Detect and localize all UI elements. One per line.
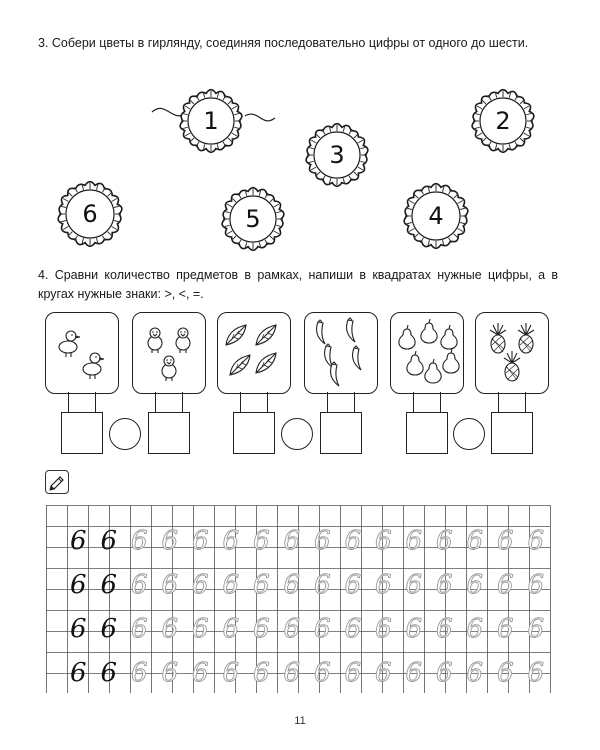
- chick-icon: [148, 328, 162, 353]
- traced-digit: 6: [222, 526, 240, 556]
- pineapple-icon: [504, 351, 520, 381]
- traced-digit: 6: [253, 614, 270, 644]
- picture-frame: [132, 312, 206, 394]
- leaf-icon: [230, 355, 250, 375]
- answer-box[interactable]: [61, 412, 103, 454]
- traced-digit: 6: [283, 658, 301, 688]
- sample-digit: 6: [100, 658, 118, 688]
- traced-digit: 6: [466, 614, 484, 644]
- traced-digit: 6: [405, 614, 423, 644]
- traced-digit: 6: [314, 614, 331, 644]
- traced-digit: 6: [497, 570, 514, 600]
- sample-digit: 6: [70, 570, 87, 600]
- answer-box[interactable]: [320, 412, 362, 454]
- duckling-icon: [83, 353, 104, 379]
- traced-digit: 6: [436, 526, 453, 556]
- traced-digit: 6: [192, 570, 209, 600]
- traced-digit: 6: [466, 570, 484, 600]
- traced-digit: 6: [375, 614, 392, 644]
- traced-digit: 6: [527, 570, 545, 600]
- traced-digit: 6: [344, 526, 362, 556]
- comparison-circle[interactable]: [453, 418, 485, 450]
- traced-digit: 6: [253, 658, 270, 688]
- picture-frame: [304, 312, 378, 394]
- picture-frame: [217, 312, 291, 394]
- traced-digit: 6: [497, 526, 514, 556]
- sample-digit: 6: [70, 526, 87, 556]
- traced-digit: 6: [344, 658, 362, 688]
- sample-digit: 6: [100, 526, 118, 556]
- answer-box[interactable]: [148, 412, 190, 454]
- traced-digit: 6: [222, 658, 240, 688]
- sample-digit: 6: [100, 614, 118, 644]
- pear-icon: [421, 319, 437, 343]
- chick-icon: [162, 356, 176, 381]
- flower-1: [174, 84, 248, 158]
- traced-digit: 6: [131, 526, 148, 556]
- traced-digit: 6: [283, 614, 301, 644]
- traced-digit: 6: [497, 614, 514, 644]
- traced-digit: 6: [375, 570, 392, 600]
- flower-3: [300, 118, 374, 192]
- traced-digit: 6: [222, 570, 240, 600]
- traced-digit: 6: [466, 526, 484, 556]
- traced-digit: 6: [436, 658, 453, 688]
- traced-digit: 6: [466, 658, 484, 688]
- traced-digit: 6: [131, 658, 148, 688]
- traced-digit: 6: [192, 658, 209, 688]
- flower-number: 5: [245, 205, 261, 233]
- pear-icon: [407, 351, 423, 375]
- banana-icon: [331, 362, 339, 386]
- traced-digit: 6: [283, 570, 301, 600]
- flower-6: [52, 176, 128, 252]
- traced-digit: 6: [436, 570, 453, 600]
- frame-connector: [155, 392, 183, 414]
- traced-digit: 6: [131, 614, 148, 644]
- flower-number: 3: [329, 141, 345, 169]
- pear-icon: [441, 325, 457, 349]
- traced-digit: 6: [527, 658, 545, 688]
- traced-digit: 6: [161, 570, 179, 600]
- banana-icon: [317, 320, 325, 344]
- task-4-instruction: 4. Сравни количество предметов в рамках, напиши в квадратах нужные цифры, а в кругах нужные знаки: >, <, =.: [38, 268, 558, 301]
- frame-connector: [413, 392, 441, 414]
- flower-2: [466, 84, 540, 158]
- picture-frame: [45, 312, 119, 394]
- pear-icon: [443, 349, 459, 373]
- traced-digit: 6: [527, 526, 545, 556]
- flower-5: [216, 182, 290, 256]
- traced-digit: 6: [527, 614, 545, 644]
- frame-connector: [68, 392, 96, 414]
- pineapple-icon: [518, 323, 534, 353]
- answer-box[interactable]: [233, 412, 275, 454]
- traced-digit: 6: [222, 614, 240, 644]
- flower-number: 6: [82, 200, 98, 228]
- traced-digit: 6: [436, 614, 453, 644]
- pineapple-icon: [490, 323, 506, 353]
- frame-connector: [498, 392, 526, 414]
- traced-digit: 6: [161, 614, 179, 644]
- flower-4: [398, 178, 474, 254]
- task-3-instruction: 3. Собери цветы в гирлянду, соединяя последовательно цифры от одного до шести.: [38, 36, 529, 50]
- pencil-icon: [45, 470, 69, 494]
- sample-digit: 6: [70, 658, 87, 688]
- comparison-circle[interactable]: [109, 418, 141, 450]
- traced-digit: 6: [405, 570, 423, 600]
- answer-box[interactable]: [406, 412, 448, 454]
- sample-digit: 6: [100, 570, 118, 600]
- traced-digit: 6: [497, 658, 514, 688]
- traced-digit: 6: [375, 658, 392, 688]
- pear-icon: [425, 359, 441, 383]
- traced-digit: 6: [253, 526, 270, 556]
- traced-digit: 6: [344, 614, 362, 644]
- traced-digit: 6: [283, 526, 301, 556]
- traced-digit: 6: [314, 570, 331, 600]
- leaf-icon: [256, 353, 276, 373]
- traced-digit: 6: [131, 570, 148, 600]
- comparison-circle[interactable]: [281, 418, 313, 450]
- traced-digit: 6: [253, 570, 270, 600]
- chick-icon: [176, 328, 190, 353]
- flower-number: 2: [495, 107, 511, 135]
- traced-digit: 6: [405, 526, 423, 556]
- pear-icon: [399, 325, 415, 349]
- traced-digit: 6: [314, 526, 331, 556]
- page-number: 11: [294, 715, 306, 727]
- traced-digit: 6: [375, 526, 392, 556]
- sample-digit: 6: [70, 614, 87, 644]
- traced-digit: 6: [405, 658, 423, 688]
- answer-box[interactable]: [491, 412, 533, 454]
- frame-connector: [240, 392, 268, 414]
- handwriting-grid: [46, 505, 552, 695]
- leaf-icon: [226, 325, 246, 345]
- banana-icon: [353, 346, 361, 370]
- traced-digit: 6: [161, 658, 179, 688]
- banana-icon: [347, 318, 355, 342]
- traced-digit: 6: [192, 614, 209, 644]
- traced-digit: 6: [314, 658, 331, 688]
- traced-digit: 6: [192, 526, 209, 556]
- picture-frame: [390, 312, 464, 394]
- traced-digit: 6: [344, 570, 362, 600]
- frame-connector: [327, 392, 355, 414]
- picture-frame: [475, 312, 549, 394]
- duckling-icon: [59, 331, 80, 357]
- flower-number: 1: [203, 107, 219, 135]
- flower-number: 4: [428, 202, 444, 230]
- traced-digit: 6: [161, 526, 179, 556]
- leaf-icon: [256, 325, 276, 345]
